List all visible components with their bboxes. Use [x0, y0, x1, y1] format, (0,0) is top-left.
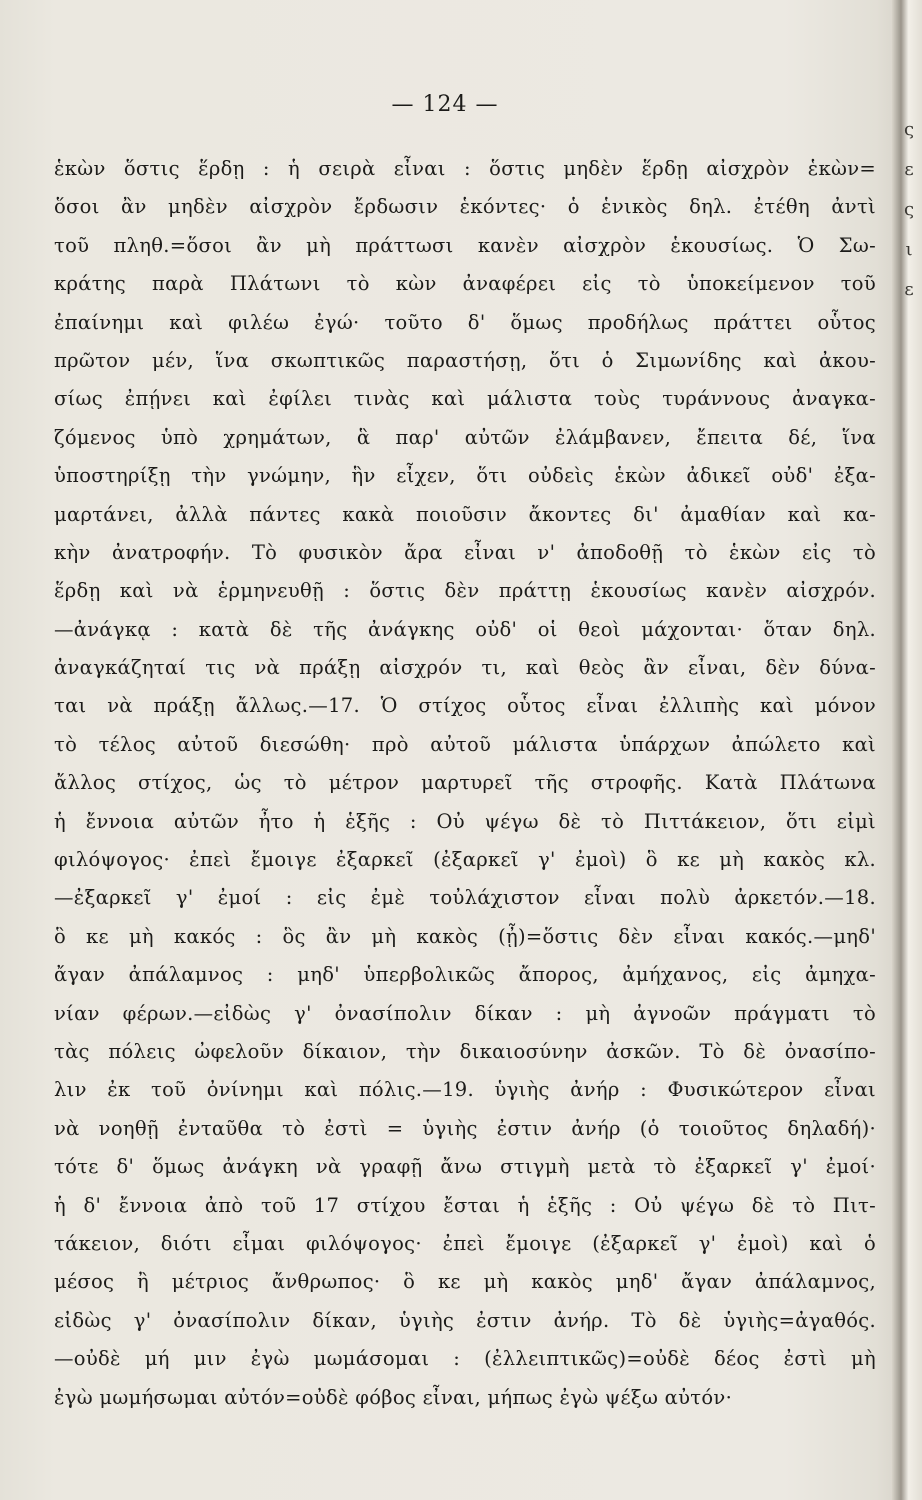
edge-glyphs: [898, 110, 920, 310]
edge-glyph: ι: [905, 239, 913, 260]
text-line: ἄγαν ἀπάλαμνος : μηδ' ὑπερβολικῶς ἄπορος, ἀμήχανος, εἰς ἀμηχα-: [54, 963, 876, 987]
text-line: —ἀνάγκᾳ : κατὰ δὲ τῆς ἀνάγκης οὐδ' οἱ θεοὶ μάχονται· ὅταν δηλ.: [54, 617, 876, 641]
text-line: ζόμενος ὑπὸ χρημάτων, ἃ παρ' αὐτῶν ἐλάμβανεν, ἔπειτα δέ, ἵνα: [54, 425, 876, 449]
text-line: ἕρδῃ καὶ νὰ ἑρμηνευθῇ : ὅστις δὲν πράττῃ ἑκουσίως κανὲν αἰσχρόν.: [54, 579, 876, 603]
text-line: φιλόψογος· ἐπεὶ ἔμοιγε ἐξαρκεῖ (ἐξαρκεῖ γ' ἐμοὶ) ὃ κε μὴ κακὸς κλ.: [54, 848, 876, 872]
text-line: λιν ἐκ τοῦ ὀνίνημι καὶ πόλις.—19. ὑγιὴς ἀνήρ : Φυσικώτερον εἶναι: [54, 1078, 876, 1102]
text-line: ἐπαίνημι καὶ φιλέω ἐγώ· τοῦτο δ' ὅμως προδήλως πράττει οὗτος: [54, 310, 876, 334]
text-line: νὰ νοηθῇ ἐνταῦθα τὸ ἐστὶ = ὑγιὴς ἐστιν ἀνήρ (ὁ τοιοῦτος δηλαδή)·: [54, 1116, 876, 1140]
text-line: ἡ ἔννοια αὐτῶν ἦτο ἡ ἑξῆς : Οὐ ψέγω δὲ τὸ Πιττάκειον, ὅτι εἰμὶ: [54, 809, 876, 833]
text-line: ἡ δ' ἔννοια ἀπὸ τοῦ 17 στίχου ἔσται ἡ ἑξῆς : Οὐ ψέγω δὲ τὸ Πιτ-: [54, 1193, 876, 1217]
text-line: ἑκὼν ὅστις ἕρδῃ : ἡ σειρὰ εἶναι : ὅστις μηδὲν ἕρδῃ αἰσχρὸν ἑκὼν=: [54, 157, 876, 180]
text-line: τάκειον, διότι εἶμαι φιλόψογος· ἐπεὶ ἔμοιγε (ἐξαρκεῖ γ' ἐμοὶ) καὶ ὁ: [54, 1231, 876, 1255]
text-line: ὅσοι ἂν μηδὲν αἰσχρὸν ἔρδωσιν ἑκόντες· ὁ ἑνικὸς δηλ. ἐτέθη ἀντὶ: [54, 195, 876, 219]
text-line: τὸ τέλος αὐτοῦ διεσώθη· πρὸ αὐτοῦ μάλιστα ὑπάρχων ἀπώλετο καὶ: [54, 732, 876, 756]
body-text: [54, 150, 876, 1417]
edge-glyph: ς: [903, 119, 915, 140]
text-line: εἰδὼς γ' ὀνασίπολιν δίκαν, ὑγιὴς ἐστιν ἀνήρ. Τὸ δὲ ὑγιὴς=ἀγαθός.: [54, 1308, 876, 1332]
text-line: σίως ἐπῄνει καὶ ἐφίλει τινὰς καὶ μάλιστα τοὺς τυράννους ἀναγκα-: [54, 387, 876, 411]
page-number: — 124 —: [391, 92, 499, 117]
text-line: τοῦ πληθ.=ὅσοι ἂν μὴ πράττωσι κανὲν αἰσχρὸν ἑκουσίως. Ὁ Σω-: [54, 233, 876, 257]
text-line: μέσος ἢ μέτριος ἄνθρωπος· ὃ κε μὴ κακὸς μηδ' ἄγαν ἀπάλαμνος,: [54, 1270, 876, 1294]
text-line: —ἐξαρκεῖ γ' ἐμοί : εἰς ἐμὲ τοὐλάχιστον εἶναι πολὺ ἀρκετόν.—18.: [54, 886, 876, 910]
text-line: κράτης παρὰ Πλάτωνι τὸ κὼν ἀναφέρει εἰς τὸ ὑποκείμενον τοῦ: [54, 272, 876, 296]
edge-glyph: ε: [904, 159, 914, 180]
text-line: πρῶτον μέν, ἵνα σκωπτικῶς παραστήσῃ, ὅτι ὁ Σιμωνίδης καὶ ἀκου-: [54, 348, 876, 372]
text-line: ται νὰ πράξῃ ἄλλως.—17. Ὁ στίχος οὗτος εἶναι ἐλλιπὴς καὶ μόνον: [54, 694, 876, 718]
text-line: μαρτάνει, ἀλλὰ πάντες κακὰ ποιοῦσιν ἄκοντες δι' ἀμαθίαν καὶ κα-: [54, 502, 876, 526]
edge-glyph: ς: [903, 199, 915, 220]
text-line: ὃ κε μὴ κακός : ὃς ἂν μὴ κακὸς (ᾖ)=ὅστις δὲν εἶναι κακός.—μηδ': [54, 924, 876, 948]
text-line: νίαν φέρων.—εἰδὼς γ' ὀνασίπολιν δίκαν : μὴ ἀγνοῶν πράγματι τὸ: [54, 1001, 876, 1025]
text-line: κὴν ἀνατροφήν. Τὸ φυσικὸν ἄρα εἶναι ν' ἀποδοθῇ τὸ ἑκὼν εἰς τὸ: [54, 540, 876, 564]
edge-glyph: ε: [904, 279, 914, 300]
text-line: τότε δ' ὅμως ἀνάγκη νὰ γραφῇ ἄνω στιγμὴ μετὰ τὸ ἐξαρκεῖ γ' ἐμοί·: [54, 1155, 876, 1179]
text-line: ἐγὼ μωμήσωμαι αὐτόν=οὐδὲ φόβος εἶναι, μήπως ἐγὼ ψέξω αὐτόν·: [54, 1385, 733, 1409]
text-line: ἀναγκάζηταί τις νὰ πράξῃ αἰσχρόν τι, καὶ θεὸς ἂν εἶναι, δὲν δύνα-: [54, 656, 876, 680]
adjacent-page-edge: [892, 0, 922, 1500]
text-line: ἄλλος στίχος, ὡς τὸ μέτρον μαρτυρεῖ τῆς στροφῆς. Κατὰ Πλάτωνα: [54, 771, 876, 795]
text-line: ὑποστηρίξῃ τὴν γνώμην, ἣν εἶχεν, ὅτι οὐδεὶς ἑκὼν ἀδικεῖ οὐδ' ἐξα-: [54, 464, 876, 488]
text-line: —οὐδὲ μή μιν ἐγὼ μωμάσομαι : (ἐλλειπτικῶς)=οὐδὲ δέος ἐστὶ μὴ: [54, 1347, 876, 1371]
text-line: τὰς πόλεις ὠφελοῦν δίκαιον, τὴν δικαιοσύνην ἀσκῶν. Τὸ δὲ ὀνασίπο-: [54, 1039, 876, 1063]
